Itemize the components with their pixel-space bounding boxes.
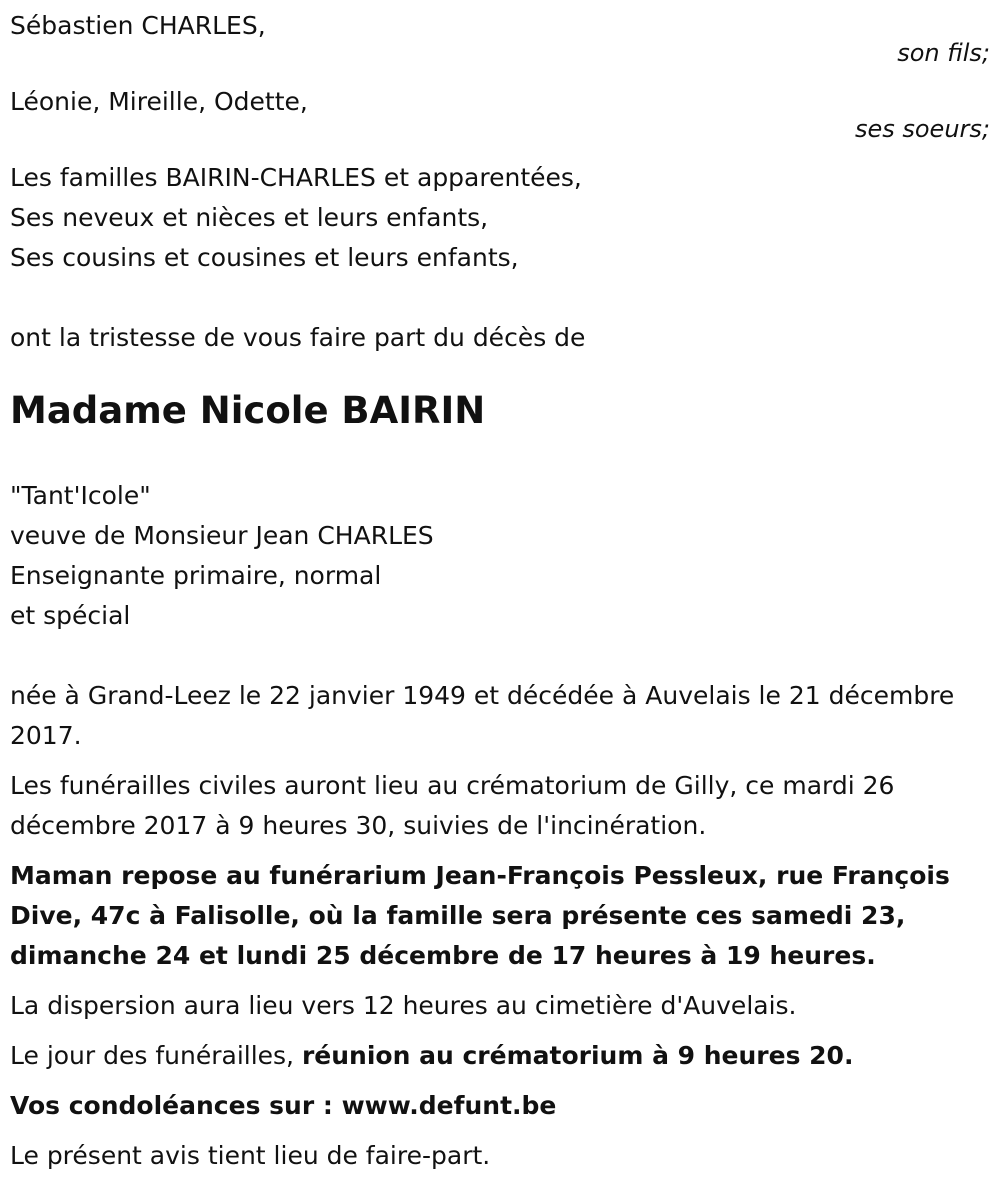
- funerarium-text: Maman repose au funérarium Jean-François Pessleux, rue François Dive, 47c à Falisolle, où la famille sera présente ces samedi 23, dimanche 24 et lundi 25 décembre de 17 heures à 19 heures.: [10, 861, 950, 970]
- extended-family: [10, 158, 990, 278]
- sisters-entry: [10, 82, 990, 143]
- son-entry: [10, 6, 990, 67]
- meeting-prefix: Le jour des funérailles,: [10, 1041, 302, 1070]
- son-name: Sébastien CHARLES,: [10, 11, 266, 40]
- meeting-text: [10, 1036, 990, 1076]
- profession-line-2: et spécial: [10, 601, 131, 630]
- sisters-relation: ses soeurs;: [854, 115, 990, 143]
- cousins-line: Ses cousins et cousines et leurs enfants,: [10, 243, 519, 272]
- announcement-text: ont la tristesse de vous faire part du décès de: [10, 323, 586, 352]
- deceased-info: [10, 476, 990, 636]
- son-relation: son fils;: [897, 39, 990, 67]
- dispersion-text: La dispersion aura lieu vers 12 heures au cimetière d'Auvelais.: [10, 991, 797, 1020]
- widow-of: veuve de Monsieur Jean CHARLES: [10, 521, 434, 550]
- condolences-text: Vos condoléances sur : www.defunt.be: [10, 1091, 557, 1120]
- funeral-text: Les funérailles civiles auront lieu au crématorium de Gilly, ce mardi 26 décembre 2017 à 9 heures 30, suivies de l'incinération.: [10, 771, 895, 840]
- profession-line-1: Enseignante primaire, normal: [10, 561, 382, 590]
- deceased-name: Madame Nicole BAIRIN: [10, 389, 486, 432]
- notice-text: Le présent avis tient lieu de faire-part.: [10, 1141, 491, 1170]
- meeting-bold: réunion au crématorium à 9 heures 20.: [301, 1041, 854, 1070]
- nickname: "Tant'Icole": [10, 481, 151, 510]
- sisters-names: Léonie, Mireille, Odette,: [10, 87, 308, 116]
- birth-death-text: née à Grand-Leez le 22 janvier 1949 et décédée à Auvelais le 21 décembre 2017.: [10, 681, 955, 750]
- nephews-line: Ses neveux et nièces et leurs enfants,: [10, 203, 489, 232]
- obituary-notice: [10, 0, 990, 1186]
- families-line: Les familles BAIRIN-CHARLES et apparentées,: [10, 163, 582, 192]
